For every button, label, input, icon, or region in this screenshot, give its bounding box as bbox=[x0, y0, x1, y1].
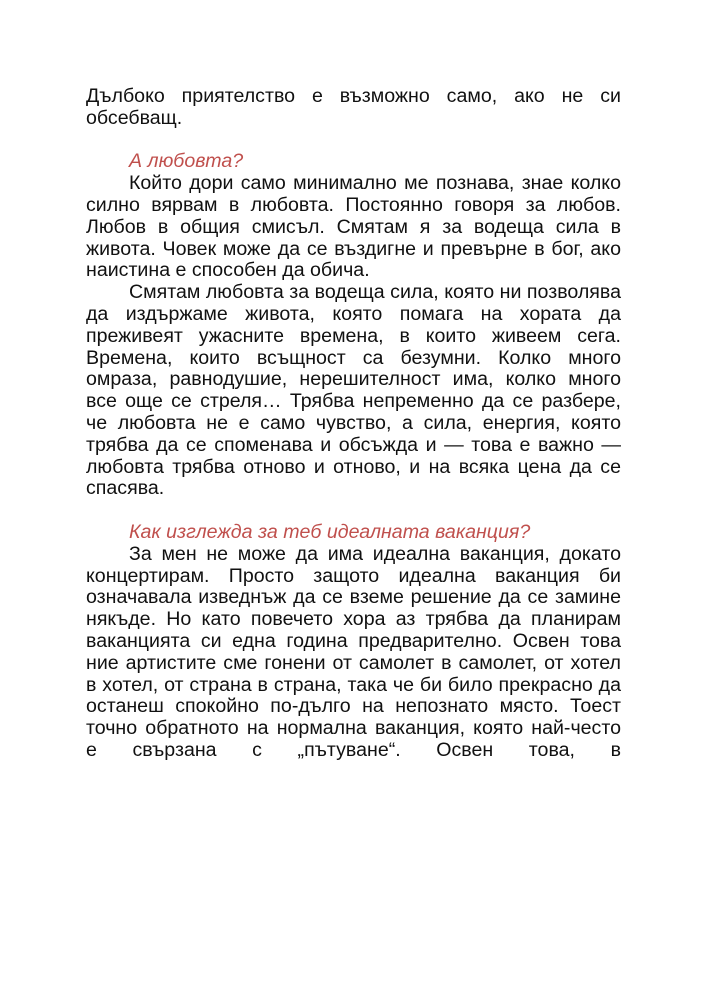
body-paragraph: Който дори само минимално ме познава, знае колко силно вярвам в любовта. Постоянно говоря за любов. Любов в общия смисъл. Смятам я за водеща сила в живота. Човек може да се въздигне и превърне в бог, ако наистина е способен да обича. bbox=[86, 172, 621, 282]
body-paragraph: Смятам любовта за водеща сила, която ни позволява да издържаме живота, която помага на хората да преживеят ужасните времена, в които живеем сега. Времена, които всъщност са безумни. Колко много омраза, равнодушие, нерешителност има, колко много все още се стреля… Трябва непременно да се разбере, че любовта не е само чувство, а сила, енергия, която трябва да се споменава и обсъжда и — това е важно — любовта трябва отново и отново, и на всяка цена да се спасява. bbox=[86, 281, 621, 500]
question-heading-love: А любовта? bbox=[129, 150, 244, 173]
spacer bbox=[86, 130, 621, 152]
intro-paragraph: Дълбоко приятелство е възможно само, ако не си обсебващ. bbox=[86, 85, 621, 129]
question-heading-vacation: Как изглежда за теб идеалната ваканция? bbox=[129, 520, 531, 543]
document-page bbox=[86, 86, 621, 762]
spacer bbox=[86, 500, 621, 522]
body-paragraph: За мен не може да има идеална ваканция, докато концертирам. Просто защото идеална ваканция би означавала изведнъж да се вземе решение да се замине някъде. Но като повечето хора аз трябва да планирам ваканцията си една година предварително. Освен това ние артистите сме гонени от самолет в самолет, от хотел в хотел, от страна в страна, така че би било прекрасно да останеш спокойно по-дълго на непознато място. Тоест точно обратното на нормална ваканция, която най-често е свързана с „пътуване“. Освен това, в bbox=[86, 542, 621, 761]
